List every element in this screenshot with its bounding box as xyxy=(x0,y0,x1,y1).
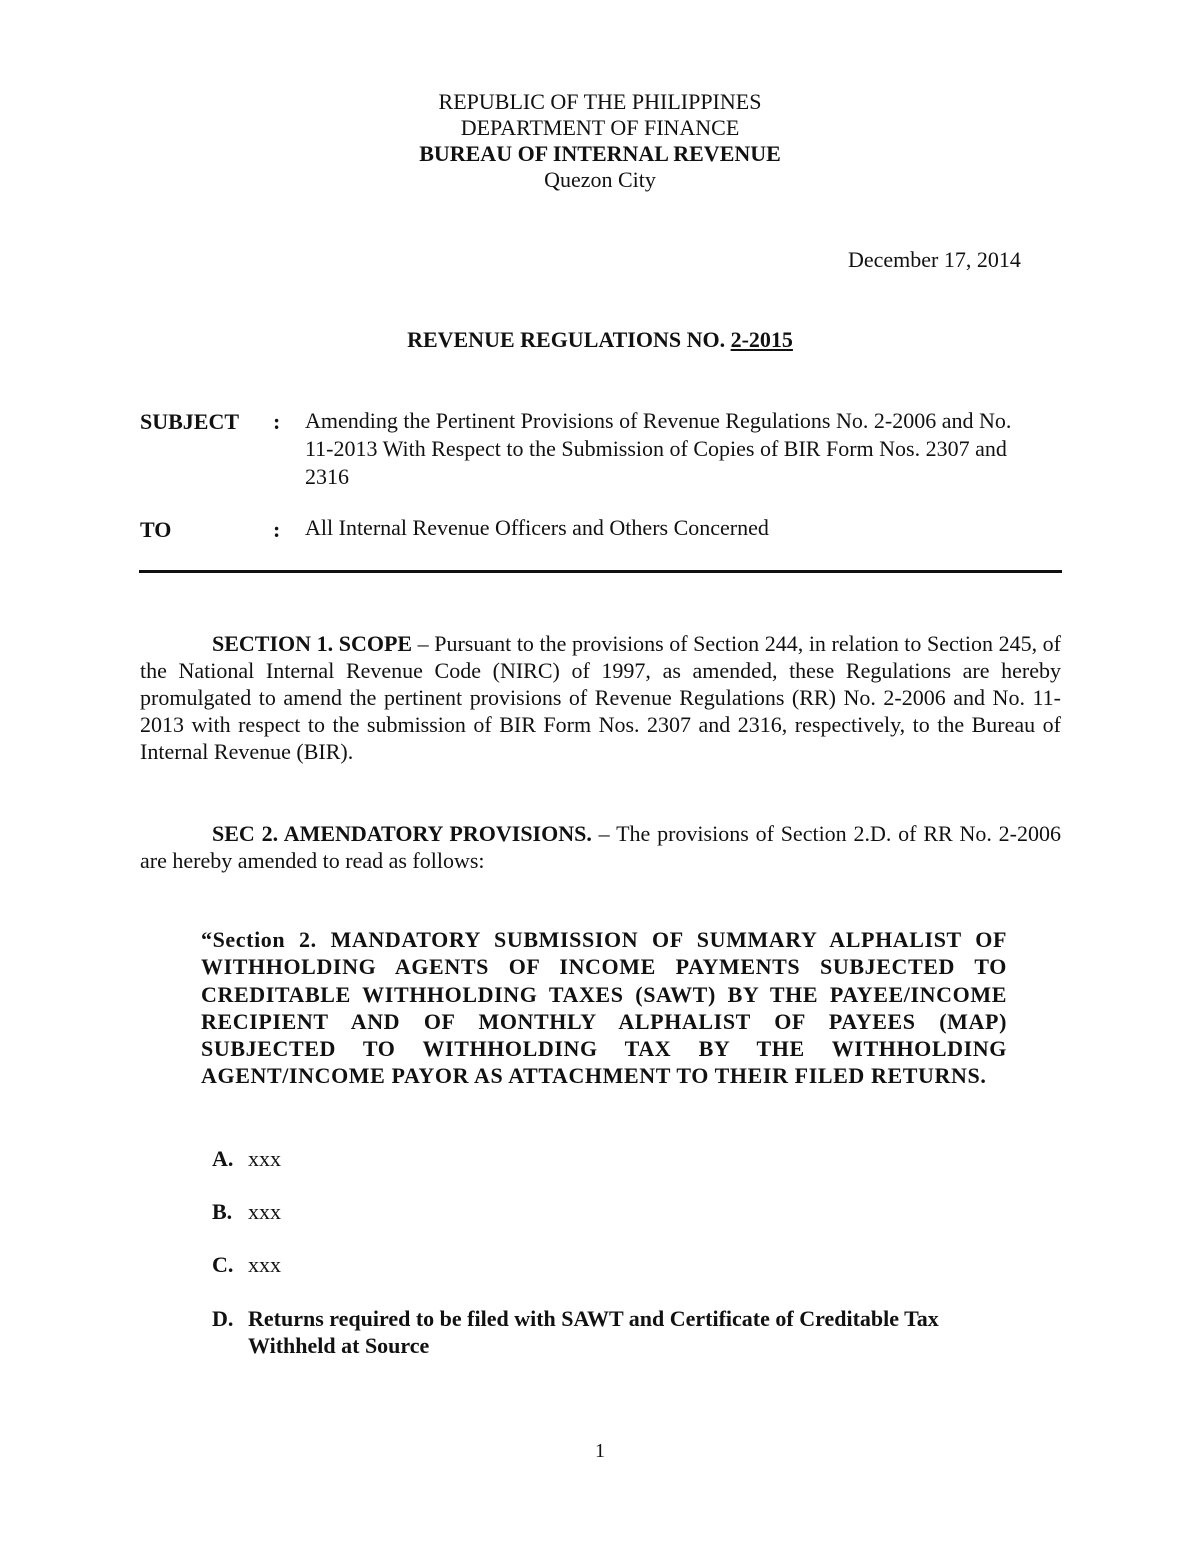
regulation-number: 2-2015 xyxy=(730,327,793,352)
subject-text: Amending the Pertinent Provisions of Revenue Regulations No. 2-2006 and No. 11-2013 With Respect to the Submission of Copies of BIR Form Nos. 2307 and 2316 xyxy=(305,408,1012,489)
section-1-paragraph xyxy=(140,630,1061,765)
section-1-heading: SECTION 1. SCOPE xyxy=(212,631,413,656)
letterhead-city: Quezon City xyxy=(544,167,656,192)
document-title xyxy=(0,327,1200,353)
list-item-text: xxx xyxy=(248,1199,281,1224)
letterhead-bureau: BUREAU OF INTERNAL REVENUE xyxy=(419,141,781,166)
to-colon: : xyxy=(273,517,281,542)
subject-label: SUBJECT xyxy=(140,409,240,434)
list-item-label: D. xyxy=(212,1306,234,1331)
list-item-c xyxy=(212,1252,281,1278)
list-item-text: Returns required to be filed with SAWT and Certificate of Creditable Tax Withheld at Source xyxy=(248,1306,939,1358)
list-item-a xyxy=(212,1146,281,1172)
list-item-label: B. xyxy=(212,1199,233,1224)
section-2-paragraph xyxy=(140,820,1061,874)
to-label: TO xyxy=(140,517,172,542)
list-item-d xyxy=(212,1305,1012,1359)
list-item-label: A. xyxy=(212,1146,234,1171)
list-item-b xyxy=(212,1199,281,1225)
title-prefix: REVENUE REGULATIONS NO. xyxy=(407,327,731,352)
section-2-heading: SEC 2. AMENDATORY PROVISIONS. xyxy=(212,821,592,846)
subject-colon: : xyxy=(273,409,281,434)
list-item-text: xxx xyxy=(248,1146,281,1171)
list-item-text: xxx xyxy=(248,1252,281,1277)
quoted-section-heading: “Section 2. MANDATORY SUBMISSION OF SUMMARY ALPHALIST OF WITHHOLDING AGENTS OF INCOME PAYMENTS SUBJECTED TO CREDITABLE WITHHOLDING TAXES (SAWT) BY THE PAYEE/INCOME RECIPIENT AND OF MONTHLY ALPHALIST OF PAYEES (MAP) SUBJECTED TO WITHHOLDING TAX BY THE WITHHOLDING AGENT/INCOME PAYOR AS ATTACHMENT TO THEIR FILED RETURNS. xyxy=(201,927,1007,1089)
document-date: December 17, 2014 xyxy=(848,247,1021,272)
letterhead xyxy=(0,89,1200,193)
page-number: 1 xyxy=(595,1440,605,1462)
horizontal-divider xyxy=(139,570,1062,573)
section-1-body: – Pursuant to the provisions of Section 244, in relation to Section 245, of the National Internal Revenue Code (NIRC) of 1997, as amended, these Regulations are hereby promulgated to amend the pertinent provisions of Revenue Regulations (RR) No. 2-2006 and No. 11-2013 with respect to the submission of BIR Form Nos. 2307 and 2316, respectively, to the Bureau of Internal Revenue (BIR). xyxy=(140,631,1061,764)
list-item-label: C. xyxy=(212,1252,234,1277)
to-text: All Internal Revenue Officers and Others Concerned xyxy=(305,515,769,540)
section-2-body: – The provisions of Section 2.D. of RR No. 2-2006 are hereby amended to read as follows: xyxy=(140,821,1061,873)
letterhead-department: DEPARTMENT OF FINANCE xyxy=(460,115,740,140)
letterhead-country: REPUBLIC OF THE PHILIPPINES xyxy=(438,89,762,114)
